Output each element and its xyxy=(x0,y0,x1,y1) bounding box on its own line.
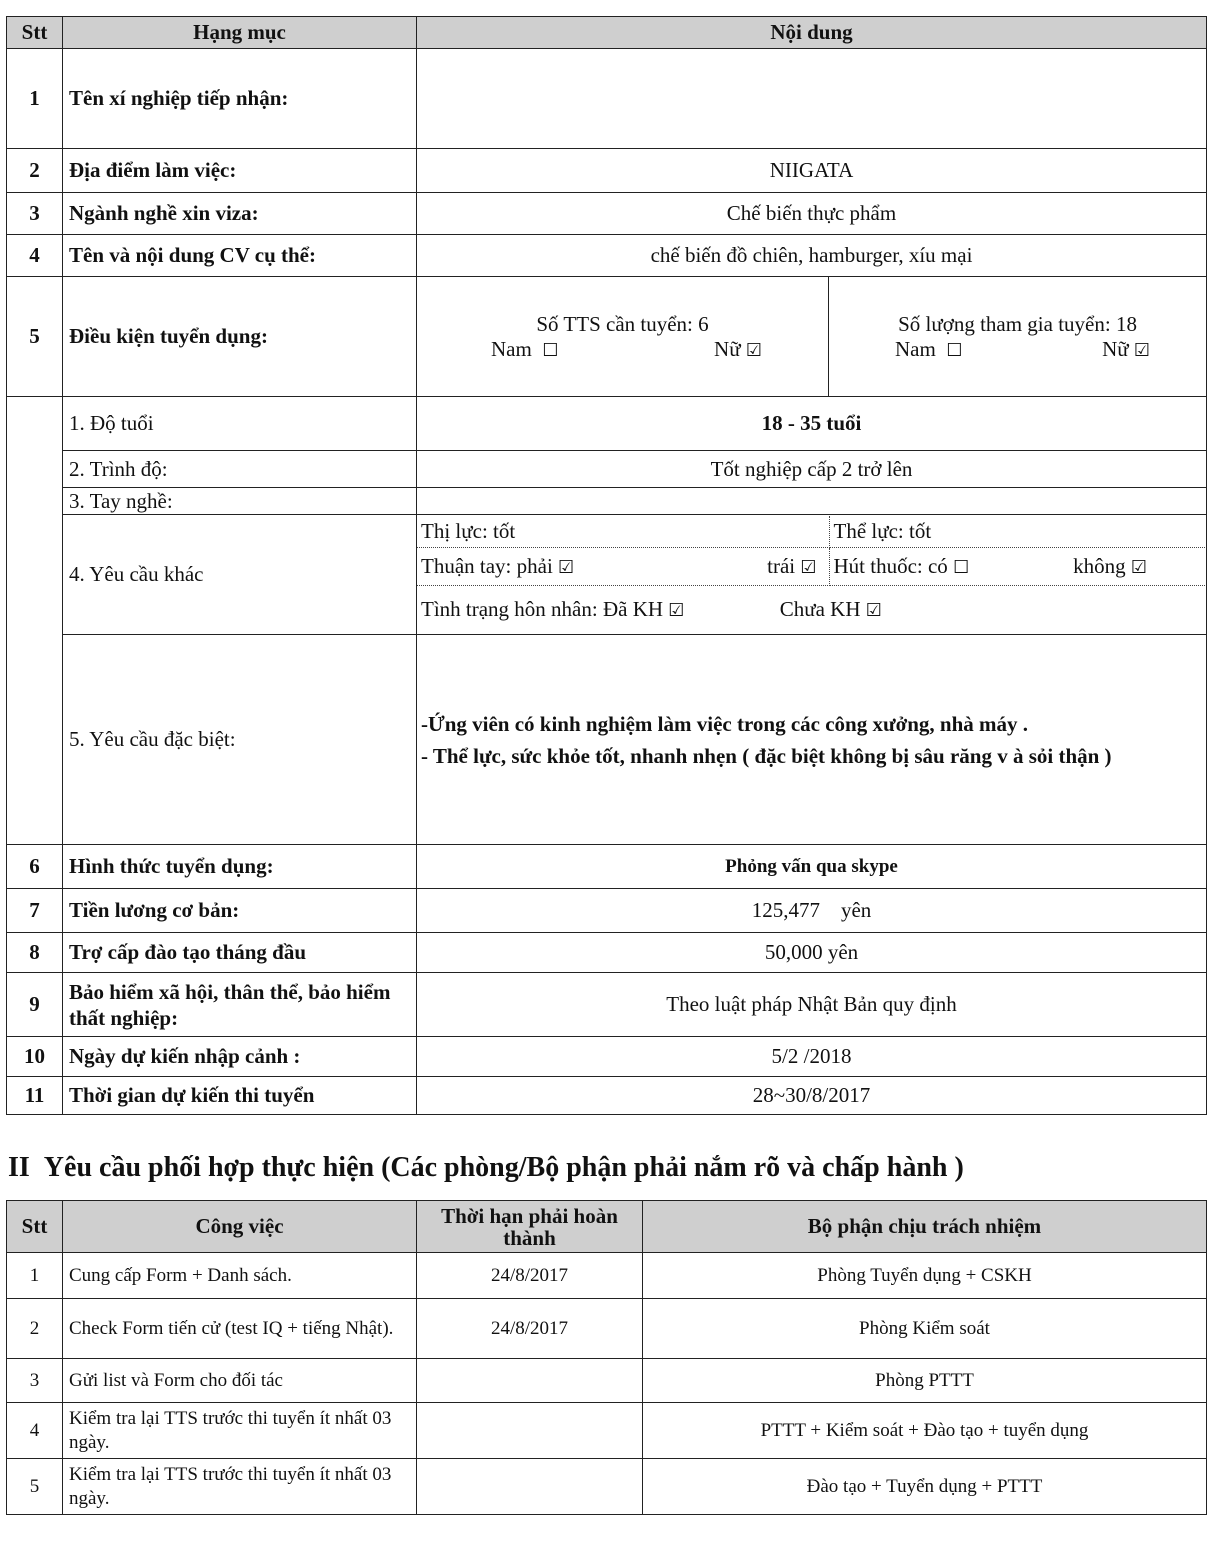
female-label: Nữ xyxy=(1102,336,1129,361)
row-label-company: Tên xí nghiệp tiếp nhận: xyxy=(63,49,417,149)
row-num: 10 xyxy=(7,1037,63,1077)
row-num: 6 xyxy=(7,845,63,889)
smoke-yes-label: Hút thuốc: có xyxy=(833,554,948,578)
female-label: Nữ xyxy=(714,336,741,361)
deadline xyxy=(417,1359,643,1403)
row-num: 3 xyxy=(7,193,63,235)
department: Đào tạo + Tuyển dụng + PTTT xyxy=(643,1459,1207,1515)
row-num: 2 xyxy=(7,149,63,193)
task: Gửi list và Form cho đối tác xyxy=(63,1359,417,1403)
req-edu-label: 2. Trình độ: xyxy=(63,451,417,488)
department: Phòng PTTT xyxy=(643,1359,1207,1403)
unchecked-box-icon: ☐ xyxy=(946,339,963,361)
row-value-method: Phỏng vấn qua skype xyxy=(417,845,1207,889)
table-row xyxy=(7,1299,1207,1359)
participant-count: Số lượng tham gia tuyển: 18 xyxy=(898,311,1137,336)
section-2-num: II xyxy=(8,1152,30,1183)
handedness xyxy=(417,548,829,586)
deadline xyxy=(417,1403,643,1459)
single-label: Chưa KH xyxy=(779,597,861,622)
row-num: 1 xyxy=(7,1253,63,1299)
smoking xyxy=(829,548,1207,586)
table-row xyxy=(7,1253,1207,1299)
hand-right-label: Thuận tay: phải xyxy=(421,554,553,578)
header-stt: Stt xyxy=(7,1201,63,1253)
checked-box-icon: ☑ xyxy=(800,557,817,578)
header-task: Công việc xyxy=(63,1201,417,1253)
row-num: 3 xyxy=(7,1359,63,1403)
task: Kiểm tra lại TTS trước thi tuyển ít nhất 03 ngày. xyxy=(63,1403,417,1459)
task: Check Form tiến cử (test IQ + tiếng Nhật). xyxy=(63,1299,417,1359)
married-label: Tình trạng hôn nhân: Đã KH xyxy=(421,597,664,622)
coordination-table xyxy=(6,1200,1207,1515)
section-2-title xyxy=(8,1152,964,1184)
marital-status xyxy=(417,586,1207,634)
req-special-value xyxy=(417,635,1207,845)
row-label-salary: Tiền lương cơ bản: xyxy=(63,889,417,933)
unchecked-box-icon: ☐ xyxy=(542,339,559,361)
row-num: 2 xyxy=(7,1299,63,1359)
task: Kiểm tra lại TTS trước thi tuyển ít nhất 03 ngày. xyxy=(63,1459,417,1515)
row-num: 7 xyxy=(7,889,63,933)
needed-gender xyxy=(423,337,822,362)
row-label-conditions: Điều kiện tuyển dụng: xyxy=(63,277,417,397)
needed-count: Số TTS cần tuyển: 6 xyxy=(536,311,709,336)
req-special-label: 5. Yêu cầu đặc biệt: xyxy=(63,635,417,845)
unchecked-box-icon: ☐ xyxy=(953,557,970,578)
department: PTTT + Kiểm soát + Đào tạo + tuyển dụng xyxy=(643,1403,1207,1459)
needed-count-cell xyxy=(417,277,829,397)
row-value-insurance: Theo luật pháp Nhật Bản quy định xyxy=(417,973,1207,1037)
eyesight: Thị lực: tốt xyxy=(417,516,829,548)
row-value-industry: Chế biến thực phẩm xyxy=(417,193,1207,235)
deadline: 24/8/2017 xyxy=(417,1299,643,1359)
table-row xyxy=(7,1403,1207,1459)
department: Phòng Kiểm soát xyxy=(643,1299,1207,1359)
row-num: 1 xyxy=(7,49,63,149)
row-num: 5 xyxy=(7,277,63,397)
header-content: Nội dung xyxy=(417,17,1207,49)
row-num: 9 xyxy=(7,973,63,1037)
smoke-no-label: không xyxy=(1073,554,1126,578)
task: Cung cấp Form + Danh sách. xyxy=(63,1253,417,1299)
special-line-2: - Thể lực, sức khỏe tốt, nhanh nhẹn ( đặc biệt không bị sâu răng v à sỏi thận ) xyxy=(421,743,1112,768)
row-value-company xyxy=(417,49,1207,149)
table-row xyxy=(7,1359,1207,1403)
row-value-allowance: 50,000 yên xyxy=(417,933,1207,973)
req-age-label: 1. Độ tuổi xyxy=(63,397,417,451)
checked-box-icon: ☑ xyxy=(1133,339,1151,361)
row-label-method: Hình thức tuyển dụng: xyxy=(63,845,417,889)
male-label: Nam xyxy=(491,336,532,361)
deadline xyxy=(417,1459,643,1515)
row-num: 11 xyxy=(7,1077,63,1115)
header-item: Hạng mục xyxy=(63,17,417,49)
row-label-insurance: Bảo hiểm xã hội, thân thể, bảo hiểm thất nghiệp: xyxy=(63,973,417,1037)
row-num: 5 xyxy=(7,1459,63,1515)
req-age-value: 18 - 35 tuổi xyxy=(417,397,1207,451)
header-stt: Stt xyxy=(7,17,63,49)
checked-box-icon: ☑ xyxy=(558,557,575,578)
row-num: 4 xyxy=(7,1403,63,1459)
participant-gender xyxy=(835,337,1200,362)
row-value-salary: 125,477 yên xyxy=(417,889,1207,933)
checked-box-icon: ☑ xyxy=(668,600,685,622)
row-label-industry: Ngành nghề xin viza: xyxy=(63,193,417,235)
male-label: Nam xyxy=(895,336,936,361)
hand-left-label: trái xyxy=(767,554,796,578)
row-num: 4 xyxy=(7,235,63,277)
req-other-label: 4. Yêu cầu khác xyxy=(63,515,417,635)
section-2-text: Yêu cầu phối hợp thực hiện (Các phòng/Bộ phận phải nắm rõ và chấp hành ) xyxy=(43,1152,964,1183)
req-other-grid xyxy=(417,516,1207,634)
row-value-entry-date: 5/2 /2018 xyxy=(417,1037,1207,1077)
req-edu-value: Tốt nghiệp cấp 2 trở lên xyxy=(417,451,1207,488)
checked-box-icon: ☑ xyxy=(745,339,762,361)
row-value-job: chế biến đồ chiên, hamburger, xíu mại xyxy=(417,235,1207,277)
row-label-exam-date: Thời gian dự kiến thi tuyển xyxy=(63,1077,417,1115)
checked-box-icon: ☑ xyxy=(1130,557,1147,578)
special-line-1: -Ứng viên có kinh nghiệm làm việc trong các công xưởng, nhà máy . xyxy=(421,711,1028,736)
row-label-allowance: Trợ cấp đào tạo tháng đầu xyxy=(63,933,417,973)
fitness: Thể lực: tốt xyxy=(829,516,1207,548)
req-skill-label: 3. Tay nghề: xyxy=(63,488,417,515)
table-row xyxy=(7,1459,1207,1515)
requirements-num-cell xyxy=(7,397,63,845)
participant-count-cell xyxy=(829,277,1207,397)
deadline: 24/8/2017 xyxy=(417,1253,643,1299)
header-deadline: Thời hạn phải hoàn thành xyxy=(417,1201,643,1253)
row-label-job: Tên và nội dung CV cụ thể: xyxy=(63,235,417,277)
row-value-location: NIIGATA xyxy=(417,149,1207,193)
row-label-entry-date: Ngày dự kiến nhập cảnh : xyxy=(63,1037,417,1077)
row-value-exam-date: 28~30/8/2017 xyxy=(417,1077,1207,1115)
req-other-cell xyxy=(417,515,1207,635)
row-num: 8 xyxy=(7,933,63,973)
department: Phòng Tuyển dụng + CSKH xyxy=(643,1253,1207,1299)
row-label-location: Địa điểm làm việc: xyxy=(63,149,417,193)
req-skill-value xyxy=(417,488,1207,515)
header-dept: Bộ phận chịu trách nhiệm xyxy=(643,1201,1207,1253)
recruitment-table xyxy=(6,16,1207,1115)
checked-box-icon: ☑ xyxy=(865,600,882,622)
